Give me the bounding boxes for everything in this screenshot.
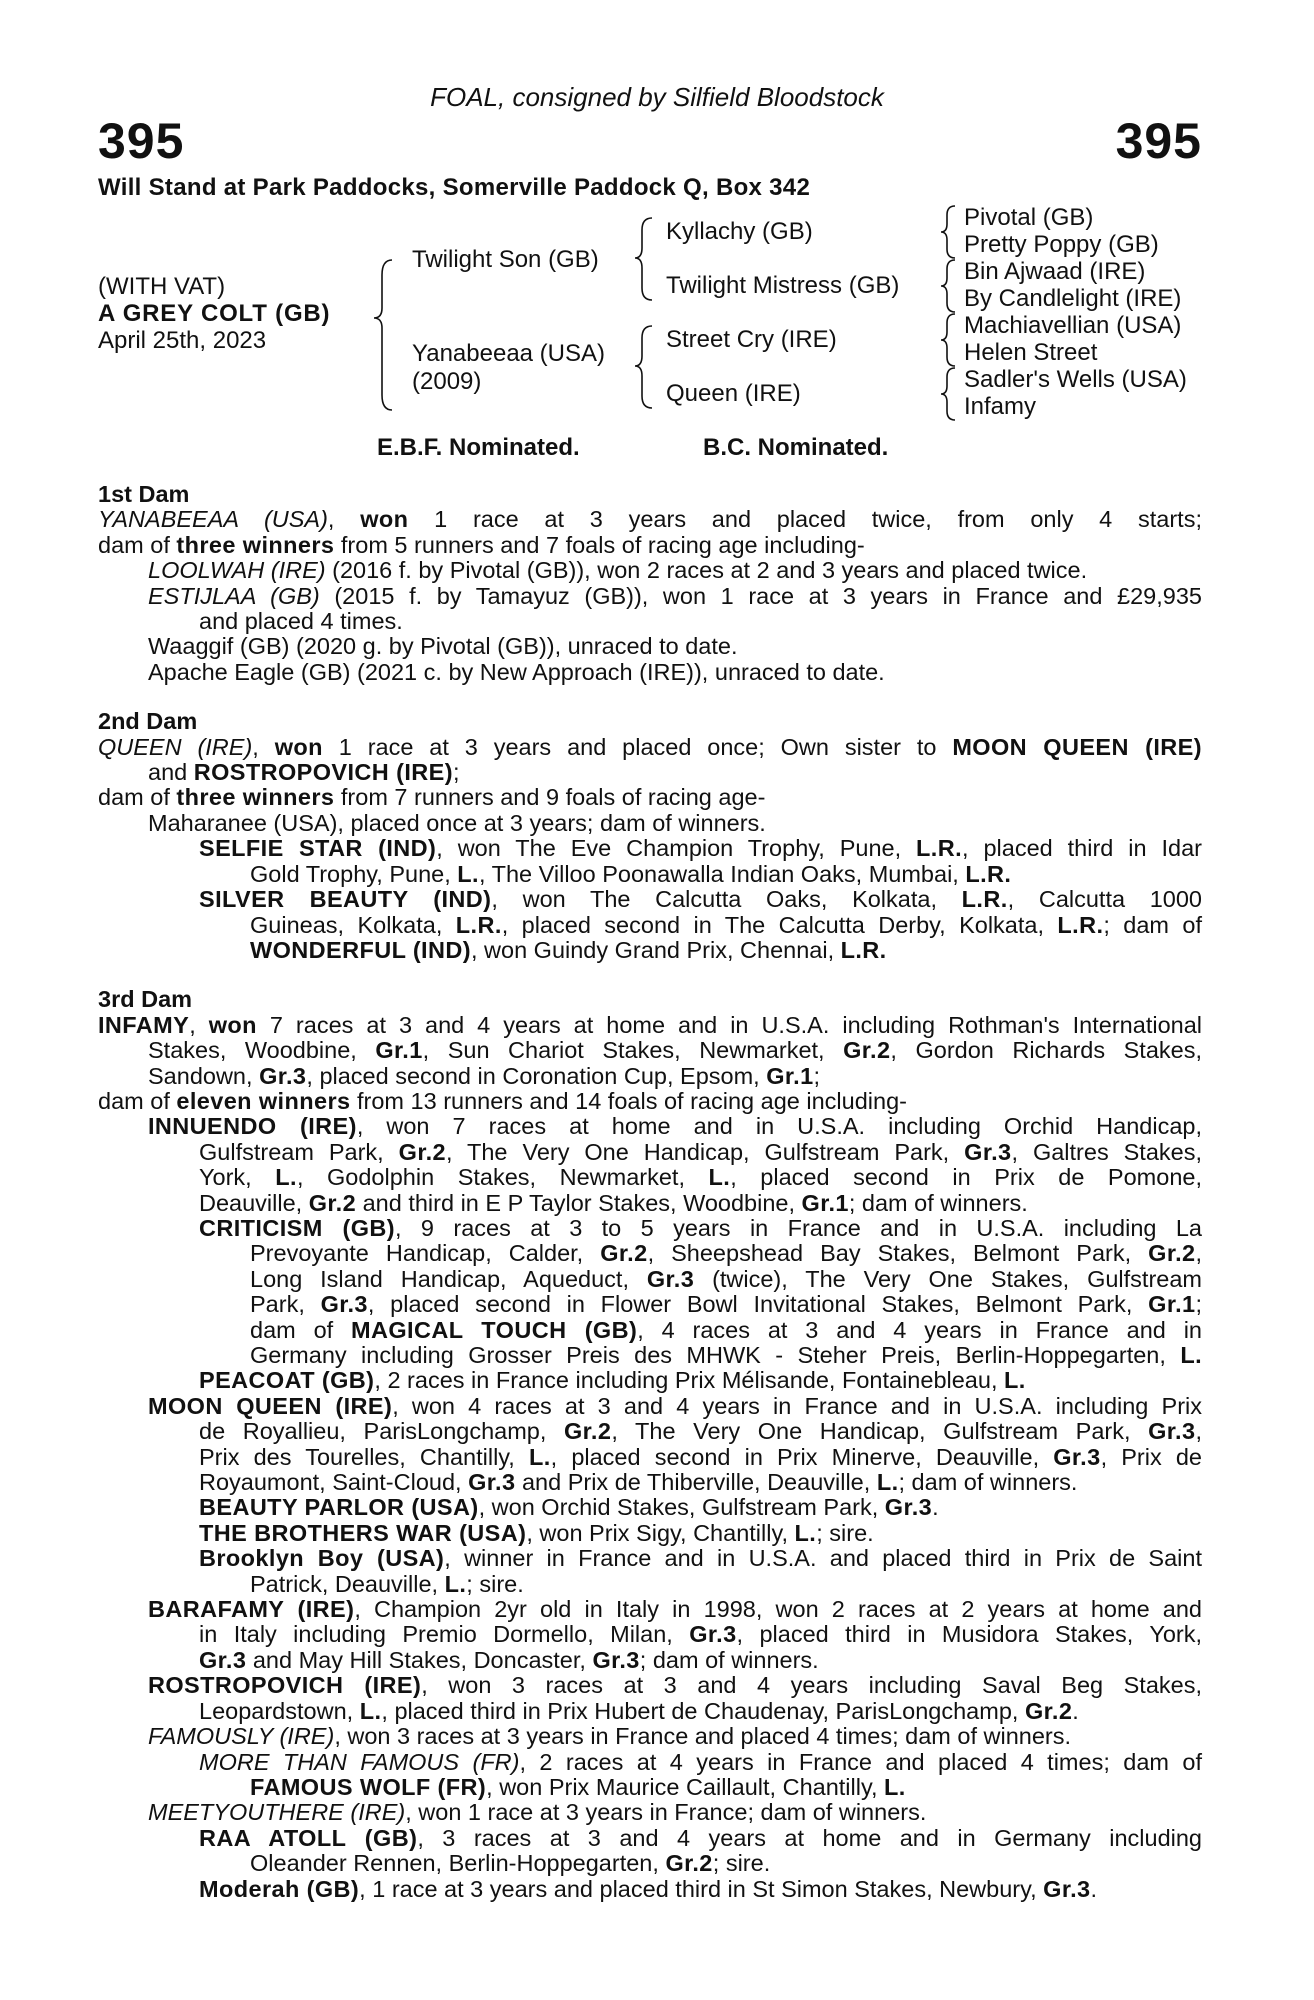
- section-heading: 2nd Dam: [98, 708, 198, 735]
- text: ; sire.: [466, 1570, 524, 1597]
- text-line: [98, 609, 1202, 634]
- text-line: [98, 1495, 1202, 1520]
- text: Long Island Handicap, Aqueduct,: [250, 1265, 647, 1292]
- text: , 1 race at 3 years and placed third in St Simon Stakes, Newbury,: [359, 1875, 1044, 1902]
- text: and placed 4 times.: [199, 608, 403, 635]
- lot-number-left: 395: [98, 113, 185, 169]
- text: , won 7 races at home and in U.S.A. including Orchid Handicap,: [356, 1113, 1203, 1140]
- text-line: [98, 913, 1202, 938]
- bold-text: L.: [1004, 1367, 1026, 1394]
- text-line: [98, 584, 1202, 609]
- pedigree-notes: [98, 482, 1202, 1902]
- bold-text: Brooklyn Boy (USA): [199, 1545, 445, 1572]
- text: ,: [252, 733, 275, 760]
- text-line: [98, 1064, 1202, 1089]
- bold-text: L.: [528, 1443, 551, 1470]
- text-line: [98, 1191, 1202, 1216]
- text-line: [98, 1597, 1202, 1622]
- text-line: [98, 1165, 1202, 1190]
- bold-text: won: [274, 733, 323, 760]
- text: (2015 f. by Tamayuz (GB)), won 1 race at 3 years in France and £29,935: [319, 582, 1202, 609]
- text: , The Very One Handicap, Gulfstream Park,: [445, 1138, 965, 1165]
- text-line: [98, 1800, 1202, 1825]
- text-line: [98, 1292, 1202, 1317]
- text: Guineas, Kolkata,: [250, 911, 456, 938]
- pedigree-sire: Twilight Son (GB): [412, 246, 599, 273]
- text-line: [98, 1470, 1202, 1495]
- bold-text: won: [360, 506, 409, 533]
- lot-number-right: 395: [1115, 113, 1202, 169]
- bold-text: BEAUTY PARLOR (USA): [199, 1494, 479, 1521]
- text: and Prix de Thiberville, Deauville,: [515, 1469, 877, 1496]
- bold-text: L.: [457, 860, 479, 887]
- bold-text: Gr.1: [1148, 1291, 1196, 1318]
- text-line: [98, 1572, 1202, 1597]
- text: (2016 f. by Pivotal (GB)), won 2 races at 2 and 3 years and placed twice.: [325, 557, 1088, 584]
- text-line: [98, 1368, 1202, 1393]
- text: Sandown,: [148, 1062, 260, 1089]
- text: Gulfstream Park,: [199, 1138, 399, 1165]
- pedigree-gen3-4: By Candlelight (IRE): [964, 285, 1182, 312]
- bold-text: L.: [359, 1697, 382, 1724]
- text: Park,: [250, 1291, 321, 1318]
- text: and: [148, 759, 194, 786]
- pedigree-gen3-8: Infamy: [964, 393, 1037, 420]
- text-line: [98, 1241, 1202, 1266]
- italic-text: QUEEN (IRE): [98, 733, 253, 760]
- vat-note: (WITH VAT): [98, 273, 226, 300]
- text: , won Orchid Stakes, Gulfstream Park,: [478, 1494, 885, 1521]
- bold-text: Gr.3: [646, 1265, 695, 1292]
- text: , placed third in Musidora Stakes, York,: [736, 1621, 1203, 1648]
- text: , won The Calcutta Oaks, Kolkata,: [491, 886, 962, 913]
- bold-text: INFAMY: [98, 1011, 190, 1038]
- text: , 4 races at 3 and 4 years in France and in: [637, 1316, 1203, 1343]
- text: ;: [1195, 1291, 1202, 1318]
- bold-text: Gr.3: [468, 1469, 516, 1496]
- bold-text: MOON QUEEN (IRE): [952, 733, 1202, 760]
- bold-text: MOON QUEEN (IRE): [148, 1392, 393, 1419]
- text: dam of: [98, 531, 177, 558]
- pedigree-gen3-5: Machiavellian (USA): [964, 312, 1182, 339]
- bold-text: L.: [1180, 1342, 1202, 1368]
- text: ; dam of: [1103, 911, 1202, 938]
- bold-text: BARAFAMY (IRE): [148, 1596, 355, 1623]
- bold-text: RAA ATOLL (GB): [199, 1824, 418, 1851]
- section-heading: 1st Dam: [98, 481, 190, 507]
- italic-text: LOOLWAH (IRE): [148, 557, 326, 584]
- text: , Sun Chariot Stakes, Newmarket,: [422, 1037, 844, 1064]
- text-line: [98, 862, 1202, 887]
- text: , Galtres Stakes,: [1011, 1138, 1202, 1165]
- text: , Gordon Richards Stakes,: [890, 1037, 1202, 1064]
- bold-text: Gr.2: [398, 1138, 446, 1165]
- text: , Sheepshead Bay Stakes, Belmont Park,: [647, 1240, 1149, 1267]
- text: ; sire.: [712, 1850, 771, 1877]
- bold-text: Gr.1: [801, 1189, 849, 1216]
- text-line: [98, 1750, 1202, 1775]
- bold-text: WONDERFUL (IND): [250, 936, 471, 963]
- bold-text: ROSTROPOVICH (IRE): [148, 1672, 422, 1699]
- section-heading: 3rd Dam: [98, 986, 193, 1013]
- bold-text: Moderah (GB): [199, 1875, 360, 1902]
- text: , won 3 races at 3 years in France and placed 4 times; dam of winners.: [334, 1723, 1072, 1750]
- text: from 5 runners and 7 foals of racing age including-: [334, 531, 865, 558]
- text: , Calcutta 1000: [1007, 886, 1203, 913]
- italic-text: MORE THAN FAMOUS (FR): [199, 1748, 520, 1775]
- bold-text: Gr.3: [592, 1646, 640, 1673]
- pedigree-dam-sire: Street Cry (IRE): [666, 326, 837, 353]
- bc-nomination: B.C. Nominated.: [703, 434, 889, 461]
- bold-text: Gr.3: [259, 1062, 307, 1089]
- bold-text: PEACOAT (GB): [199, 1367, 375, 1394]
- text-line: [98, 1673, 1202, 1698]
- foaling-date: April 25th, 2023: [98, 327, 267, 354]
- text-line: [98, 558, 1202, 583]
- bold-text: eleven winners: [176, 1087, 351, 1114]
- text-line: [98, 1343, 1202, 1368]
- text: , won Prix Sigy, Chantilly,: [526, 1519, 795, 1546]
- pedigree-gen3-2: Pretty Poppy (GB): [964, 231, 1159, 258]
- text: , The Villoo Poonawalla Indian Oaks, Mumbai,: [478, 860, 966, 887]
- text-line: [98, 1648, 1202, 1673]
- stabling-location: Will Stand at Park Paddocks, Somerville Paddock Q, Box 342: [98, 174, 811, 201]
- text: , placed third in Idar: [962, 835, 1202, 862]
- text: ,: [1195, 1240, 1202, 1267]
- text-line: [98, 1775, 1202, 1800]
- text-line: [98, 735, 1202, 760]
- pedigree-sire-sire: Kyllachy (GB): [666, 218, 813, 245]
- text: York,: [199, 1164, 276, 1191]
- text: Leopardstown,: [199, 1697, 360, 1724]
- bold-text: Gr.3: [1053, 1443, 1101, 1470]
- horse-name: A GREY COLT (GB): [98, 300, 331, 327]
- text-line: [98, 760, 1202, 785]
- text: , won 4 races at 3 and 4 years in France and in U.S.A. including Prix: [392, 1392, 1202, 1419]
- italic-text: YANABEEAA (USA): [98, 506, 328, 533]
- pedigree-dam-year: (2009): [412, 368, 482, 395]
- text: Patrick, Deauville,: [250, 1570, 445, 1597]
- text: 1 race at 3 years and placed twice, from only 4 starts;: [408, 506, 1202, 533]
- text: .: [1090, 1875, 1098, 1902]
- text-line: [98, 836, 1202, 861]
- bold-text: L.: [794, 1519, 817, 1546]
- bold-text: won: [208, 1011, 257, 1038]
- text-line: [98, 1013, 1202, 1038]
- bold-text: ROSTROPOVICH (IRE): [193, 759, 453, 786]
- bold-text: THE BROTHERS WAR (USA): [199, 1519, 527, 1546]
- text: ; dam of winners.: [898, 1469, 1078, 1496]
- text: , 3 races at 3 and 4 years at home and in Germany including: [417, 1824, 1202, 1851]
- text: , placed third in Prix Hubert de Chaudenay, ParisLongchamp,: [381, 1697, 1025, 1724]
- text: from 13 runners and 14 foals of racing age including-: [350, 1087, 907, 1114]
- text-line: [98, 1521, 1202, 1546]
- text-line: [98, 507, 1202, 532]
- text-line: [98, 1267, 1202, 1292]
- bold-text: Gr.2: [1024, 1697, 1073, 1724]
- bold-text: L.R.: [455, 911, 502, 938]
- pedigree-dam: Yanabeeaa (USA): [412, 340, 606, 367]
- italic-text: ESTIJLAA (GB): [148, 582, 320, 609]
- bold-text: Gr.3: [199, 1646, 247, 1673]
- text-line: [98, 1622, 1202, 1647]
- text: Maharanee (USA), placed once at 3 years; dam of winners.: [148, 809, 766, 836]
- text-line: [98, 1089, 1202, 1114]
- text: ;: [452, 759, 460, 786]
- text: , placed second in Prix de Pomone,: [730, 1164, 1202, 1191]
- bold-text: Gr.3: [1148, 1418, 1196, 1445]
- bold-text: L.R.: [916, 835, 963, 862]
- bold-text: SELFIE STAR (IND): [199, 835, 437, 862]
- text-line: [98, 1318, 1202, 1343]
- text: , placed second in Flower Bowl Invitational Stakes, Belmont Park,: [367, 1291, 1149, 1318]
- bold-text: L.: [708, 1164, 731, 1191]
- bold-text: L.: [275, 1164, 297, 1191]
- text-line: [98, 1419, 1202, 1444]
- bold-text: L.: [884, 1773, 906, 1800]
- text: ; dam of winners.: [848, 1189, 1028, 1216]
- bold-text: Gr.3: [884, 1494, 933, 1521]
- text: ; sire.: [816, 1519, 874, 1546]
- text-line: [98, 660, 1202, 685]
- text: Waaggif (GB) (2020 g. by Pivotal (GB)), unraced to date.: [148, 633, 738, 660]
- text: Apache Eagle (GB) (2021 c. by New Approach (IRE)), unraced to date.: [148, 658, 885, 685]
- bold-text: Gr.2: [665, 1850, 713, 1877]
- text: from 7 runners and 9 foals of racing age-: [334, 784, 766, 811]
- text-line: [98, 1394, 1202, 1419]
- pedigree-dam-dam: Queen (IRE): [666, 380, 801, 407]
- text: ;: [813, 1062, 821, 1089]
- text: .: [1072, 1697, 1079, 1724]
- text: and May Hill Stakes, Doncaster,: [246, 1646, 593, 1673]
- bold-text: CRITICISM (GB): [199, 1214, 395, 1241]
- text-line: [98, 1699, 1202, 1724]
- text: de Royallieu, ParisLongchamp,: [199, 1418, 564, 1445]
- text: Deauville,: [199, 1189, 309, 1216]
- bold-text: Gr.2: [600, 1240, 648, 1267]
- text: ,: [327, 506, 361, 533]
- text: , won Prix Maurice Caillault, Chantilly,: [486, 1773, 885, 1800]
- text: Royaumont, Saint-Cloud,: [199, 1469, 469, 1496]
- text: , winner in France and in U.S.A. and placed third in Prix de Saint: [444, 1545, 1202, 1572]
- text: ,: [1195, 1418, 1202, 1445]
- text: Prevoyante Handicap, Calder,: [250, 1240, 601, 1267]
- text-line: [98, 887, 1202, 912]
- italic-text: FAMOUSLY (IRE): [148, 1723, 335, 1750]
- text: , won Guindy Grand Prix, Chennai,: [470, 936, 841, 963]
- text: , Godolphin Stakes, Newmarket,: [296, 1164, 709, 1191]
- bold-text: L.R.: [1057, 911, 1104, 938]
- bold-text: Gr.1: [766, 1062, 814, 1089]
- text: Oleander Rennen, Berlin-Hoppegarten,: [250, 1850, 666, 1877]
- text: , 2 races at 4 years in France and placed 4 times; dam of: [519, 1748, 1202, 1775]
- text: dam of: [98, 1087, 177, 1114]
- bold-text: Gr.1: [375, 1037, 423, 1064]
- text-line: [98, 785, 1202, 810]
- text-line: [98, 1546, 1202, 1571]
- bold-text: three winners: [176, 784, 335, 811]
- bold-text: Gr.3: [320, 1291, 368, 1318]
- bold-text: Gr.2: [1148, 1240, 1196, 1267]
- text: dam of: [250, 1316, 352, 1343]
- text: dam of: [98, 784, 177, 811]
- text-line: [98, 1140, 1202, 1165]
- text-line: [98, 1038, 1202, 1063]
- text-line: [98, 1724, 1202, 1749]
- text: , The Very One Handicap, Gulfstream Park,: [611, 1418, 1149, 1445]
- text: , Champion 2yr old in Italy in 1998, won 2 races at 2 years at home and: [354, 1596, 1202, 1623]
- text-line: [98, 634, 1202, 659]
- bold-text: MAGICAL TOUCH (GB): [351, 1316, 638, 1343]
- bold-text: L.R.: [840, 936, 887, 963]
- bold-text: INNUENDO (IRE): [148, 1113, 357, 1140]
- text: , won 1 race at 3 years in France; dam of winners.: [405, 1799, 927, 1826]
- text: ; dam of winners.: [639, 1646, 819, 1673]
- ebf-nomination: E.B.F. Nominated.: [377, 434, 580, 461]
- bold-text: Gr.3: [689, 1621, 737, 1648]
- italic-text: MEETYOUTHERE (IRE): [148, 1799, 406, 1826]
- text-line: [98, 1445, 1202, 1470]
- text: , Prix de: [1100, 1443, 1202, 1470]
- bold-text: FAMOUS WOLF (FR): [250, 1773, 487, 1800]
- text: Gold Trophy, Pune,: [250, 860, 458, 887]
- bold-text: Gr.3: [964, 1138, 1012, 1165]
- text-line: [98, 1114, 1202, 1139]
- pedigree-gen3-7: Sadler's Wells (USA): [964, 366, 1187, 393]
- text-line: [98, 533, 1202, 558]
- pedigree-gen3-6: Helen Street: [964, 339, 1098, 366]
- text: .: [932, 1494, 939, 1521]
- text: and third in E P Taylor Stakes, Woodbine,: [356, 1189, 802, 1216]
- consignor-line: FOAL, consigned by Silfield Bloodstock: [430, 82, 884, 112]
- bold-text: Gr.2: [308, 1189, 357, 1216]
- text: (twice), The Very One Stakes, Gulfstream: [694, 1265, 1202, 1292]
- text: , 2 races in France including Prix Mélisande, Fontainebleau,: [374, 1367, 1005, 1394]
- text: , won The Eve Champion Trophy, Pune,: [436, 835, 917, 862]
- bold-text: L.R.: [965, 860, 1012, 887]
- text: 7 races at 3 and 4 years at home and in U.S.A. including Rothman's International: [256, 1011, 1202, 1038]
- text-line: [98, 1877, 1202, 1902]
- bold-text: L.: [876, 1469, 899, 1496]
- bold-text: three winners: [176, 531, 335, 558]
- bold-text: Gr.2: [564, 1418, 612, 1445]
- text: , placed second in Coronation Cup, Epsom,: [306, 1062, 767, 1089]
- text: 1 race at 3 years and placed once; Own sister to: [322, 733, 953, 760]
- pedigree-gen3-3: Bin Ajwaad (IRE): [964, 258, 1146, 285]
- text: Stakes, Woodbine,: [148, 1037, 376, 1064]
- text: ,: [189, 1011, 209, 1038]
- text-line: [98, 938, 1202, 963]
- bold-text: Gr.3: [1043, 1875, 1091, 1902]
- text: , won 3 races at 3 and 4 years including Saval Beg Stakes,: [421, 1672, 1202, 1699]
- text: Prix des Tourelles, Chantilly,: [199, 1443, 529, 1470]
- text-line: [98, 811, 1202, 836]
- text-line: [98, 1826, 1202, 1851]
- text: , placed second in Prix Minerve, Deauville,: [550, 1443, 1054, 1470]
- pedigree-sire-dam: Twilight Mistress (GB): [666, 272, 900, 299]
- bold-text: SILVER BEAUTY (IND): [199, 886, 492, 913]
- text: Germany including Grosser Preis des MHWK - Steher Preis, Berlin-Hoppegarten,: [250, 1342, 1181, 1368]
- text: , 9 races at 3 to 5 years in France and in U.S.A. including La: [395, 1214, 1202, 1241]
- text-line: [98, 1851, 1202, 1876]
- bold-text: Gr.2: [843, 1037, 891, 1064]
- pedigree-gen3-1: Pivotal (GB): [964, 204, 1094, 231]
- bold-text: L.: [444, 1570, 467, 1597]
- text: , placed second in The Calcutta Derby, Kolkata,: [501, 911, 1058, 938]
- text-line: [98, 1216, 1202, 1241]
- text: in Italy including Premio Dormello, Milan,: [199, 1621, 690, 1648]
- bold-text: L.R.: [961, 886, 1008, 913]
